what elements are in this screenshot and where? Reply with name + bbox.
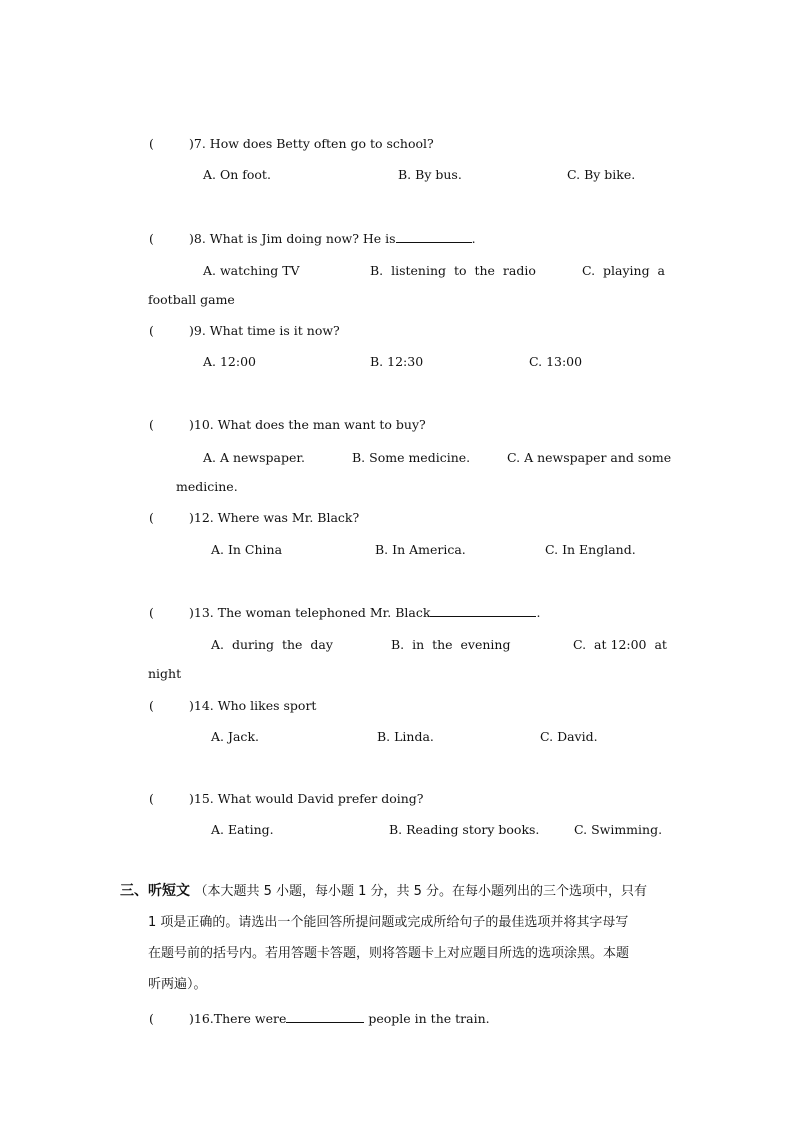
- option-b: B. listening to the radio: [370, 263, 536, 278]
- section-instructions-line3: 在题号前的括号内。若用答题卡答题，则将答题卡上对应题目所选的选项涂黑。本题: [148, 946, 630, 961]
- option-c: C. playing a: [582, 263, 666, 278]
- question-16: [149, 1010, 490, 1027]
- question-14: [149, 698, 316, 714]
- option-b: B. 12:30: [370, 354, 424, 369]
- section-3-heading: [120, 881, 647, 902]
- option-a: A. watching TV: [203, 263, 300, 278]
- option-a: A. during the day: [211, 637, 333, 652]
- question-number: )16.: [189, 1011, 214, 1026]
- question-number: )15.: [189, 791, 214, 806]
- option-c: C. David.: [540, 729, 598, 744]
- answer-blank: [286, 1010, 364, 1023]
- section-instructions-line1: （本大题共 5 小题，每小题 1 分，共 5 分。在每小题列出的三个选项中，只有: [194, 884, 648, 899]
- question-text: What does the man want to buy?: [217, 417, 426, 432]
- question-text: What time is it now?: [209, 323, 340, 338]
- question-tail: .: [471, 231, 476, 246]
- question-tail: people in the train.: [368, 1011, 490, 1026]
- answer-blank: [396, 230, 472, 243]
- answer-paren: (: [149, 510, 154, 525]
- option-a: A. Eating.: [211, 822, 274, 837]
- question-text: There were: [213, 1011, 287, 1026]
- option-b: B. Reading story books.: [389, 822, 540, 837]
- question-text: How does Betty often go to school?: [209, 136, 434, 151]
- option-a: A. In China: [211, 542, 283, 557]
- question-text: The woman telephoned Mr. Black: [217, 605, 431, 620]
- option-c-wrap: night: [148, 666, 182, 681]
- option-c: C. In England.: [545, 542, 636, 557]
- section-instructions-line4: 听两遍）。: [148, 977, 207, 992]
- question-7: [149, 136, 434, 152]
- question-13: [149, 604, 540, 621]
- option-a: A. 12:00: [203, 354, 256, 369]
- option-c: C. Swimming.: [574, 822, 663, 837]
- section-title: 三、听短文: [120, 883, 190, 899]
- question-number: )12.: [189, 510, 214, 525]
- option-c: C. at 12:00 at: [573, 637, 667, 652]
- question-text: Who likes sport: [217, 698, 317, 713]
- question-10: [149, 417, 426, 433]
- option-b: B. By bus.: [398, 167, 462, 182]
- option-a: A. Jack.: [211, 729, 259, 744]
- answer-paren: (: [149, 605, 154, 620]
- question-9: [149, 323, 340, 339]
- answer-paren: (: [149, 231, 154, 246]
- option-b: B. Linda.: [377, 729, 434, 744]
- option-b: B. in the evening: [391, 637, 511, 652]
- question-number: )8.: [189, 231, 206, 246]
- question-number: )10.: [189, 417, 214, 432]
- question-text: Where was Mr. Black?: [217, 510, 360, 525]
- option-a: A. A newspaper.: [203, 450, 305, 465]
- answer-paren: (: [149, 1011, 154, 1026]
- answer-paren: (: [149, 136, 154, 151]
- question-number: )7.: [189, 136, 206, 151]
- question-text: What would David prefer doing?: [217, 791, 424, 806]
- option-c-wrap: medicine.: [176, 479, 238, 494]
- question-12: [149, 510, 359, 526]
- question-tail: .: [536, 605, 541, 620]
- question-number: )13.: [189, 605, 214, 620]
- option-c-wrap: football game: [148, 292, 235, 307]
- question-number: )9.: [189, 323, 206, 338]
- answer-blank: [430, 604, 536, 617]
- option-a: A. On foot.: [203, 167, 271, 182]
- answer-paren: (: [149, 323, 154, 338]
- section-instructions-line2: 1 项是正确的。请选出一个能回答所提问题或完成所给句子的最佳选项并将其字母写: [148, 915, 629, 930]
- option-b: B. In America.: [375, 542, 466, 557]
- option-c: C. A newspaper and some: [507, 450, 672, 465]
- option-c: C. 13:00: [529, 354, 583, 369]
- answer-paren: (: [149, 698, 154, 713]
- answer-paren: (: [149, 417, 154, 432]
- option-c: C. By bike.: [567, 167, 636, 182]
- question-8: [149, 230, 476, 247]
- answer-paren: (: [149, 791, 154, 806]
- question-15: [149, 791, 423, 807]
- question-number: )14.: [189, 698, 214, 713]
- option-b: B. Some medicine.: [352, 450, 471, 465]
- question-text: What is Jim doing now? He is: [209, 231, 396, 246]
